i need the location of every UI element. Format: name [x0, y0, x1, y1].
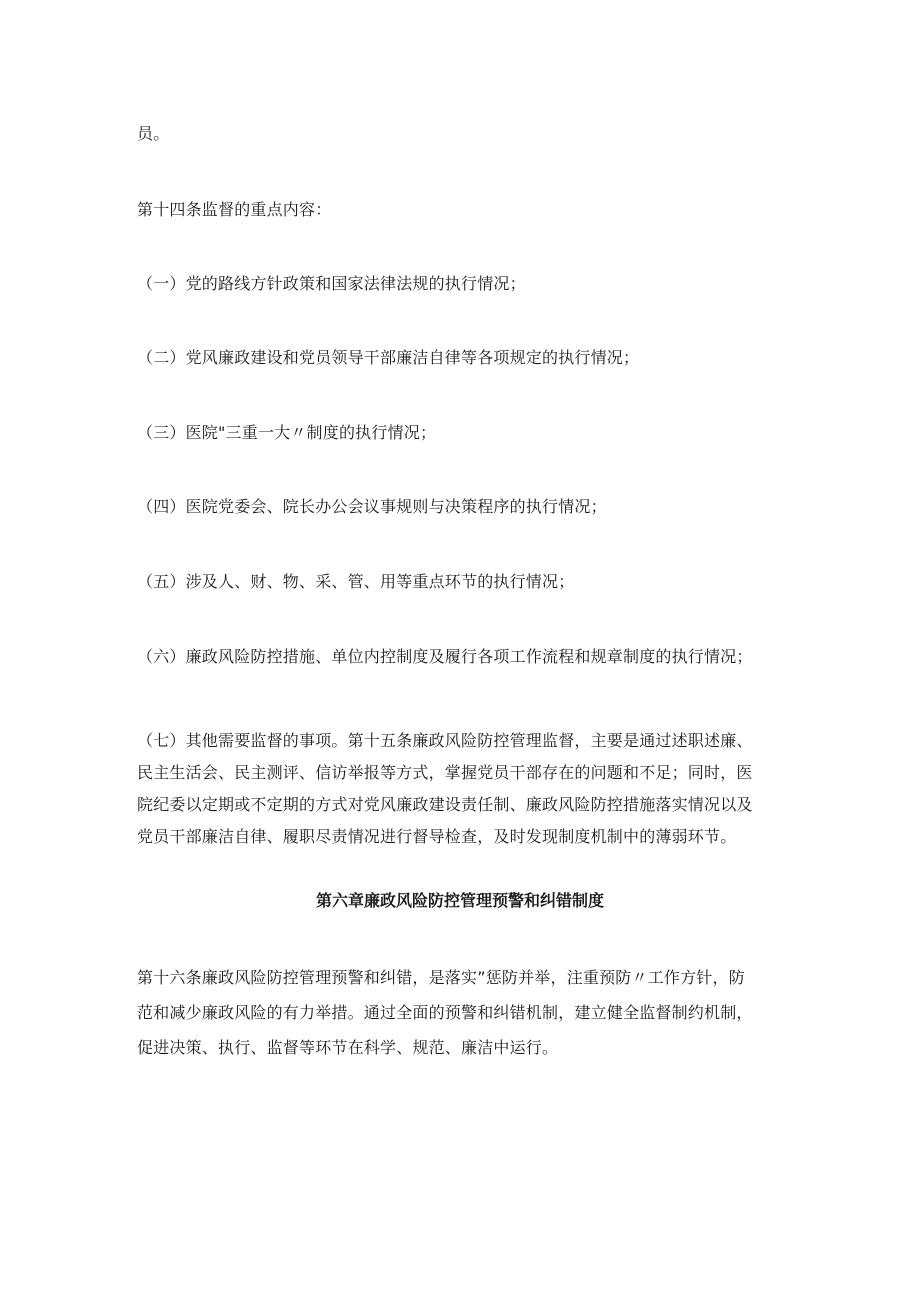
paragraph-line: 促进决策、执行、监督等环节在科学、规范、廉洁中运行。: [137, 1038, 559, 1057]
list-item-6: （六）廉政风险防控措施、单位内控制度及履行各项工作流程和规章制度的执行情况；: [137, 647, 753, 666]
chapter6-heading: 第六章廉政风险防控管理预警和纠错制度: [315, 891, 604, 910]
intro-fragment: 员。: [137, 124, 170, 143]
list-item-4: （四）医院党委会、院长办公会议事规则与决策程序的执行情况；: [137, 497, 607, 516]
list-item-7-paragraph: [137, 725, 792, 853]
paragraph-line: 民主生活会、民主测评、信访举报等方式，掌握党员干部存在的问题和不足；同时，医: [137, 763, 753, 782]
article14-title: 第十四条监督的重点内容：: [137, 200, 332, 219]
list-item-3: （三）医院"三重一大〃制度的执行情况；: [137, 423, 437, 442]
article16-paragraph: [137, 960, 792, 1065]
paragraph-line: （七）其他需要监督的事项。第十五条廉政风险防控管理监督，主要是通过述职述廉、: [137, 731, 753, 750]
list-item-5: （五）涉及人、财、物、采、管、用等重点环节的执行情况；: [137, 572, 575, 591]
paragraph-line: 范和减少廉政风险的有力举措。通过全面的预警和纠错机制，建立健全监督制约机制，: [137, 1003, 753, 1022]
paragraph-line: 党员干部廉洁自律、履职尽责情况进行督导检查，及时发现制度机制中的薄弱环节。: [137, 827, 737, 846]
paragraph-line: 第十六条廉政风险防控管理预警和纠错，是落实”惩防并举，注重预防〃工作方针，防: [137, 968, 745, 987]
list-item-2: （二）党风廉政建设和党员领导干部廉洁自律等各项规定的执行情况；: [137, 348, 640, 367]
list-item-1: （一）党的路线方针政策和国家法律法规的执行情况；: [137, 274, 526, 293]
paragraph-line: 院纪委以定期或不定期的方式对党风廉政建设责任制、廉政风险防控措施落实情况以及: [137, 795, 753, 814]
